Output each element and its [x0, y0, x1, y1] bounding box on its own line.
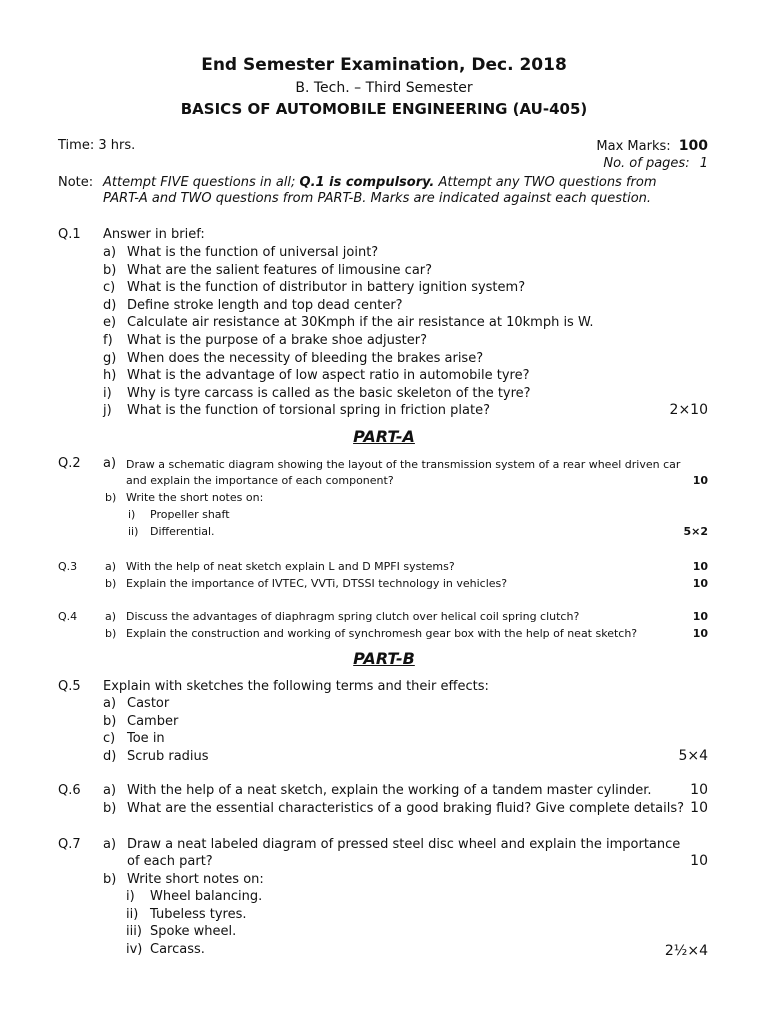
note-line-2: [103, 191, 651, 206]
q2b-text: Write the short notes on:: [126, 491, 264, 504]
page-count: [603, 156, 708, 171]
q6a-marks: 10: [690, 782, 708, 798]
q6a-text: With the help of a neat sketch, explain the working of a tandem master cylinder.: [127, 783, 652, 798]
note-line-1-run-4: Attempt any: [434, 175, 524, 190]
q6a-label: a): [103, 783, 117, 798]
q7-number: Q.7: [58, 837, 81, 852]
note-line-2-run-1: and: [147, 191, 181, 206]
q5-intro: Explain with sketches the following terms and their effects:: [103, 679, 489, 694]
note-line-2-run-0: PART-A: [103, 191, 148, 206]
q2b-marks: 5×2: [683, 525, 708, 538]
note-line-2-run-4: PART-B: [317, 191, 363, 206]
q1-item-text-8: What is the advantage of low aspect ratio in automobile tyre?: [127, 368, 530, 384]
note-line-1-run-3: Q.1 is compulsory.: [299, 175, 435, 190]
time-label: Time: 3 hrs.: [58, 138, 136, 153]
q7b-sub-text-3: Spoke wheel.: [150, 924, 237, 940]
exam-title: End Semester Examination, Dec. 2018: [201, 55, 567, 75]
q3a-text: With the help of neat sketch explain L and D MPFI systems?: [126, 560, 455, 573]
q2a-text-line-1: Draw a schematic diagram showing the layout of the transmission system of a rear wheel driven car: [126, 458, 681, 471]
q1-item-label-4: d): [103, 297, 117, 313]
q7b-sub-label-4: iv): [126, 941, 143, 957]
pages-value: 1: [699, 156, 708, 171]
q2-number: Q.2: [58, 456, 81, 471]
note-line-2-run-5: . Marks are indicated against each question.: [362, 191, 652, 206]
max-marks-label: Max Marks:: [596, 139, 671, 154]
q1-item-text-3: What is the function of distributor in battery ignition system?: [127, 280, 526, 296]
q2b-sub-text-2: Differential.: [150, 525, 215, 538]
q1-item-text-9: Why is tyre carcass is called as the basic skeleton of the tyre?: [127, 385, 531, 401]
q6-number: Q.6: [58, 783, 81, 798]
q1-item-text-5: Calculate air resistance at 30Kmph if the air resistance at 10kmph is W.: [127, 315, 594, 331]
q2a-text-line-2: and explain the importance of each component?: [126, 474, 394, 487]
note-line-1-run-6: questions from: [554, 175, 657, 190]
subject-title: BASICS OF AUTOMOBILE ENGINEERING (AU-405): [180, 100, 588, 118]
q2b-sub-text-1: Propeller shaft: [150, 508, 230, 521]
q7b-marks: 2½×4: [664, 943, 708, 959]
q7a-marks: 10: [690, 853, 708, 869]
q1-item-label-1: a): [103, 245, 117, 260]
q1-item-label-9: i): [103, 385, 112, 401]
q7b-sub-label-3: iii): [126, 924, 142, 940]
note-label: Note:: [58, 175, 94, 190]
q3b-marks: 10: [692, 577, 708, 590]
q5-item-label-3: c): [103, 731, 116, 747]
q1-number: Q.1: [58, 227, 81, 242]
q1-item-text-2: What are the salient features of limousine car?: [127, 262, 433, 278]
q1-item-text-4: Define stroke length and top dead center?: [127, 297, 403, 313]
q5-item-text-3: Toe in: [127, 731, 165, 747]
q7b-sub-label-2: ii): [126, 906, 139, 922]
part-b-heading: PART-B: [353, 649, 415, 668]
q7a-text-line-1: Draw a neat labeled diagram of pressed steel disc wheel and explain the importance: [127, 837, 681, 852]
q3a-label: a): [105, 560, 117, 573]
q4a-label: a): [105, 610, 117, 623]
q7b-sub-text-1: Wheel balancing.: [150, 889, 263, 904]
q5-marks: 5×4: [678, 748, 708, 764]
q1-intro: Answer in brief:: [103, 227, 205, 242]
q1-item-label-7: g): [103, 350, 117, 366]
note-line-1: [103, 175, 657, 190]
pages-label: No. of pages:: [603, 156, 690, 171]
q2a-marks: 10: [692, 474, 708, 487]
q5-item-label-1: a): [103, 696, 117, 711]
q5-item-label-2: b): [103, 713, 117, 729]
q1-item-label-5: e): [103, 315, 117, 331]
q1-marks: 2×10: [669, 402, 708, 418]
q4b-text: Explain the construction and working of synchromesh gear box with the help of neat sketch?: [126, 627, 638, 640]
q3-number: Q.3: [58, 560, 78, 573]
q6b-marks: 10: [690, 800, 708, 816]
q3b-label: b): [105, 577, 117, 590]
q7b-sub-label-1: i): [126, 889, 135, 904]
q1-item-text-6: What is the purpose of a brake shoe adjuster?: [127, 333, 428, 348]
q7a-text-line-2: of each part?: [127, 854, 213, 869]
q1-item-label-3: c): [103, 280, 116, 296]
q2a-label: a): [103, 456, 117, 471]
note-line-1-run-0: Attempt: [103, 175, 161, 190]
q7b-label: b): [103, 872, 117, 887]
note-line-1-run-2: questions in all;: [188, 175, 300, 190]
note-line-2-run-2: TWO: [180, 191, 212, 206]
q7b-sub-text-4: Carcass.: [150, 941, 205, 957]
q4-number: Q.4: [58, 610, 78, 623]
q5-item-text-1: Castor: [127, 696, 170, 711]
q7b-sub-text-2: Tubeless tyres.: [150, 906, 247, 922]
part-a-heading: PART-A: [353, 427, 415, 446]
q5-number: Q.5: [58, 679, 81, 694]
note-line-1-run-1: FIVE: [160, 175, 189, 190]
q4b-label: b): [105, 627, 117, 640]
q4a-text: Discuss the advantages of diaphragm spring clutch over helical coil spring clutch?: [126, 610, 580, 623]
course-line: B. Tech. – Third Semester: [295, 80, 473, 96]
q7a-label: a): [103, 837, 117, 852]
max-marks: [596, 138, 708, 154]
q1-item-label-8: h): [103, 368, 117, 384]
q5-item-label-4: d): [103, 748, 117, 764]
note-line-1-run-5: TWO: [523, 175, 555, 190]
q4a-marks: 10: [692, 610, 708, 623]
q1-item-text-7: When does the necessity of bleeding the brakes arise?: [127, 350, 484, 366]
q3b-text: Explain the importance of IVTEC, VVTi, DTSSI technology in vehicles?: [126, 577, 508, 590]
q6b-text: What are the essential characteristics of a good braking fluid? Give complete details?: [127, 801, 685, 816]
q2b-sub-label-1: i): [128, 508, 136, 521]
q3a-marks: 10: [692, 560, 708, 573]
q4b-marks: 10: [692, 627, 708, 640]
q1-item-label-6: f): [103, 333, 113, 348]
q1-item-label-10: j): [103, 403, 112, 419]
q1-item-text-1: What is the function of universal joint?: [127, 245, 379, 260]
q2b-sub-label-2: ii): [128, 525, 139, 538]
q6b-label: b): [103, 801, 117, 816]
q1-item-text-10: What is the function of torsional spring in friction plate?: [127, 403, 490, 419]
q2b-label: b): [105, 491, 117, 504]
q7b-text: Write short notes on:: [127, 872, 264, 887]
q5-item-text-4: Scrub radius: [127, 748, 209, 764]
q1-item-label-2: b): [103, 262, 117, 278]
note-line-2-run-3: questions from: [211, 191, 318, 206]
q5-item-text-2: Camber: [127, 713, 179, 729]
max-marks-value: 100: [678, 138, 708, 154]
